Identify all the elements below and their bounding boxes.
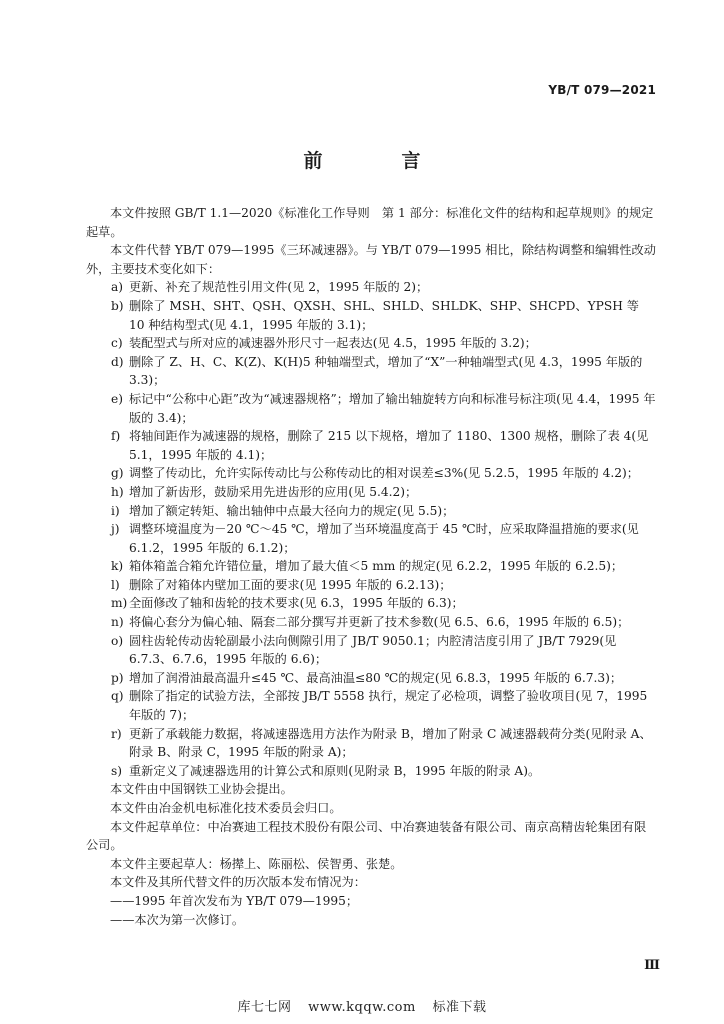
list-marker: r) (111, 726, 122, 741)
standard-code: YB/T 079—2021 (548, 83, 656, 97)
list-item (86, 502, 658, 521)
list-item (86, 557, 658, 576)
list-item-text: 增加了新齿形，鼓励采用先进齿形的应用(见 5.4.2)； (129, 484, 418, 499)
list-item (86, 594, 658, 613)
list-item-text: 调整环境温度为－20 ℃～45 ℃，增加了当环境温度高于 45 ℃时，应采取降温措施的要求(见 6.1.2，1995 年版的 6.1.2)； (129, 522, 639, 555)
list-item (86, 576, 658, 595)
footer-site-name: 库七七网 (237, 1000, 292, 1015)
list-item-text: 将偏心套分为偏心轴、隔套二部分撰写并更新了技术参数(见 6.5、6.6，1995 年版的 6.5)； (129, 615, 630, 630)
list-marker: f) (111, 429, 121, 444)
history-line: ——1995 年首次发布为 YB/T 079—1995； (110, 893, 359, 908)
intro-paragraph-1: 本文件按照 GB/T 1.1—2020《标准化工作导则 第 1 部分：标准化文件的结构和起草规则》的规定起草。 (86, 206, 654, 239)
list-item-text: 箱体箱盖合箱允许错位量，增加了最大值＜5 mm 的规定(见 6.2.2，1995 年版的 6.2.5)； (129, 559, 624, 574)
list-marker: m) (111, 596, 128, 611)
list-item-text: 删除了对箱体内壁加工面的要求(见 1995 年版的 6.2.13)； (129, 577, 452, 592)
foreword-body (86, 204, 658, 929)
list-marker: q) (111, 689, 124, 704)
list-item (86, 483, 658, 502)
list-item (86, 613, 658, 632)
proposer-paragraph: 本文件由中国钢铁工业协会提出。 (110, 782, 293, 797)
list-item (86, 353, 658, 390)
list-item (86, 632, 658, 669)
list-marker: j) (111, 522, 120, 537)
list-marker: e) (111, 391, 123, 406)
list-marker: s) (111, 763, 123, 778)
page-title: 前 言 (303, 150, 451, 172)
list-marker: n) (111, 615, 124, 630)
list-item (86, 390, 658, 427)
list-marker: b) (111, 298, 124, 313)
list-marker: h) (111, 484, 124, 499)
list-item-text: 圆柱齿轮传动齿轮副最小法向侧隙引用了 JB/T 9050.1；内腔清洁度引用了 JB/T 7929(见 6.7.3、6.7.6，1995 年版的 6.6)； (129, 633, 617, 667)
list-marker: p) (111, 670, 124, 685)
list-item (86, 669, 658, 688)
footer-tagline: 标准下载 (432, 1000, 487, 1015)
page-number: Ⅲ (644, 958, 660, 973)
list-item (86, 334, 658, 353)
committee-paragraph: 本文件由冶金机电标准化技术委员会归口。 (110, 801, 342, 815)
list-item-text: 标记中“公称中心距”改为“减速器规格”；增加了输出轴旋转方向和标准号标注项(见 4.4，1995 年版的 3.4)； (129, 391, 656, 425)
list-marker: c) (111, 336, 123, 351)
list-marker: k) (111, 559, 124, 574)
list-item-text: 更新了承载能力数据，将减速器选用方法作为附录 B，增加了附录 C 减速器载荷分类(见附录 A、附录 B、附录 C，1995 年版的附录 A)； (129, 726, 652, 760)
list-item (86, 464, 658, 483)
list-marker: l) (111, 577, 120, 592)
footer-url: www.kqqw.com (308, 1000, 416, 1015)
list-item-text: 增加了额定转矩、输出轴伸中点最大径向力的规定(见 5.5)； (129, 503, 455, 518)
list-marker: d) (111, 354, 124, 369)
list-item-text: 增加了润滑油最高温升≤45 ℃、最高油温≤80 ℃的规定(见 6.8.3，1995 年版的 6.7.3)； (129, 670, 623, 685)
list-marker: a) (111, 280, 124, 295)
history-line: ——本次为第一次修订。 (110, 912, 245, 927)
changes-list (86, 278, 658, 780)
list-item (86, 520, 658, 557)
list-item-text: 删除了 Z、H、C、K(Z)、K(H)5 种轴端型式，增加了“X”一种轴端型式(见 4.3，1995 年版的 3.3)； (129, 354, 643, 388)
list-marker: g) (111, 466, 124, 481)
list-item (86, 687, 658, 724)
list-item-text: 删除了指定的试验方法，全部按 JB/T 5558 执行，规定了必检项，调整了验收项目(见 7，1995 年版的 7)； (129, 689, 648, 723)
watermark-footer (0, 996, 724, 1015)
list-item-text: 调整了传动比，允许实际传动比与公称传动比的相对误差≤3%(见 5.2.5，1995 年版的 4.2)； (129, 466, 639, 481)
list-item-text: 将轴间距作为减速器的规格，删除了 215 以下规格，增加了 1180、1300 规格，删除了表 4(见 5.1，1995 年版的 4.1)； (129, 429, 649, 462)
drafters-paragraph: 本文件主要起草人：杨撵上、陈丽松、侯智勇、张楚。 (110, 856, 403, 871)
list-marker: i) (111, 503, 120, 518)
list-item-text: 删除了 MSH、SHT、QSH、QXSH、SHL、SHLD、SHLDK、SHP、SHCPD、YPSH 等 10 种结构型式(见 4.1，1995 年版的 3.1)； (129, 298, 639, 332)
list-item (86, 427, 658, 464)
list-item (86, 762, 658, 781)
intro-paragraph-2: 本文件代替 YB/T 079—1995《三环减速器》。与 YB/T 079—1995 相比，除结构调整和编辑性改动外，主要技术变化如下： (86, 243, 656, 276)
list-item (86, 297, 658, 334)
drafting-units-paragraph: 本文件起草单位：中冶赛迪工程技术股份有限公司、中冶赛迪装备有限公司、南京高精齿轮集团有限公司。 (86, 819, 647, 853)
list-item (86, 725, 658, 762)
list-item-text: 重新定义了减速器选用的计算公式和原则(见附录 B，1995 年版的附录 A)。 (129, 763, 541, 778)
list-item-text: 装配型式与所对应的减速器外形尺寸一起表达(见 4.5，1995 年版的 3.2)； (129, 336, 537, 351)
list-marker: o) (111, 633, 124, 648)
history-intro-paragraph: 本文件及其所代替文件的历次版本发布情况为： (110, 875, 366, 890)
list-item (86, 278, 658, 297)
list-item-text: 更新、补充了规范性引用文件(见 2，1995 年版的 2)； (129, 280, 429, 295)
list-item-text: 全面修改了轴和齿轮的技术要求(见 6.3，1995 年版的 6.3)； (129, 596, 464, 611)
